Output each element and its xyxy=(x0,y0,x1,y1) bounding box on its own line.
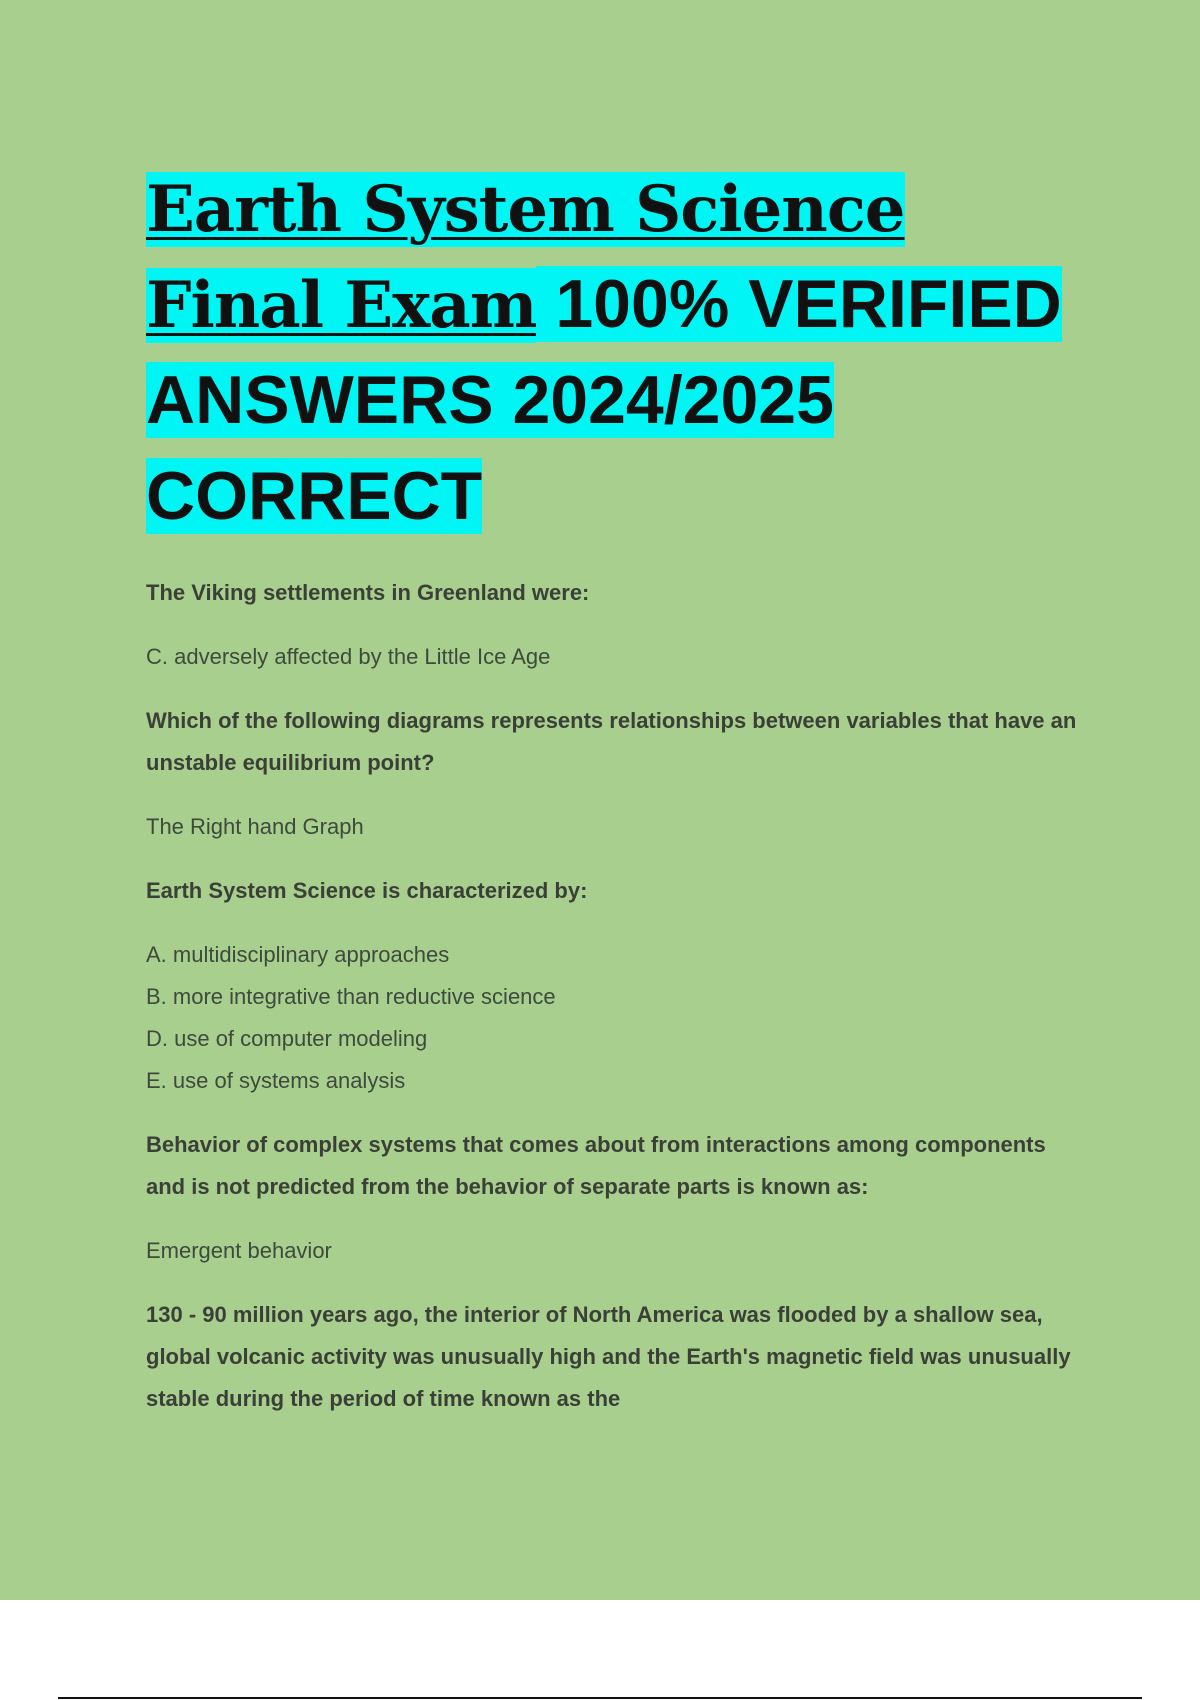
answer-text: C. adversely affected by the Little Ice Age xyxy=(146,644,551,669)
document-title xyxy=(146,168,1086,550)
question-text: 130 - 90 million years ago, the interior of North America was flooded by a shallow sea, global volcanic activity was unusually high and the Earth's magnetic field was unusually stable during the period of time known as the xyxy=(146,1302,1071,1411)
title-tagline: 100% VERIFIED ANSWERS 2024/2025 CORRECT xyxy=(146,266,1062,534)
qa-list xyxy=(146,572,1086,1420)
answer-item: B. more integrative than reductive science xyxy=(146,984,556,1009)
answer-item: A. multidisciplinary approaches xyxy=(146,942,450,967)
question-text: Behavior of complex systems that comes about from interactions among components and is not predicted from the behavior of separate parts is known as: xyxy=(146,1132,1046,1199)
answer-text: Emergent behavior xyxy=(146,1238,332,1263)
question-text: Which of the following diagrams represents relationships between variables that have an unstable equilibrium point? xyxy=(146,708,1077,775)
title-course-name: Earth System Science Final Exam xyxy=(146,172,905,343)
question-text: Earth System Science is characterized by: xyxy=(146,878,588,903)
answer-text: The Right hand Graph xyxy=(146,814,364,839)
question-text: The Viking settlements in Greenland were: xyxy=(146,580,590,605)
answer-item: D. use of computer modeling xyxy=(146,1026,428,1051)
document-content xyxy=(146,168,1086,1442)
footer-divider xyxy=(58,1697,1142,1699)
answer-item: E. use of systems analysis xyxy=(146,1068,406,1093)
answer-list xyxy=(146,934,1086,1102)
